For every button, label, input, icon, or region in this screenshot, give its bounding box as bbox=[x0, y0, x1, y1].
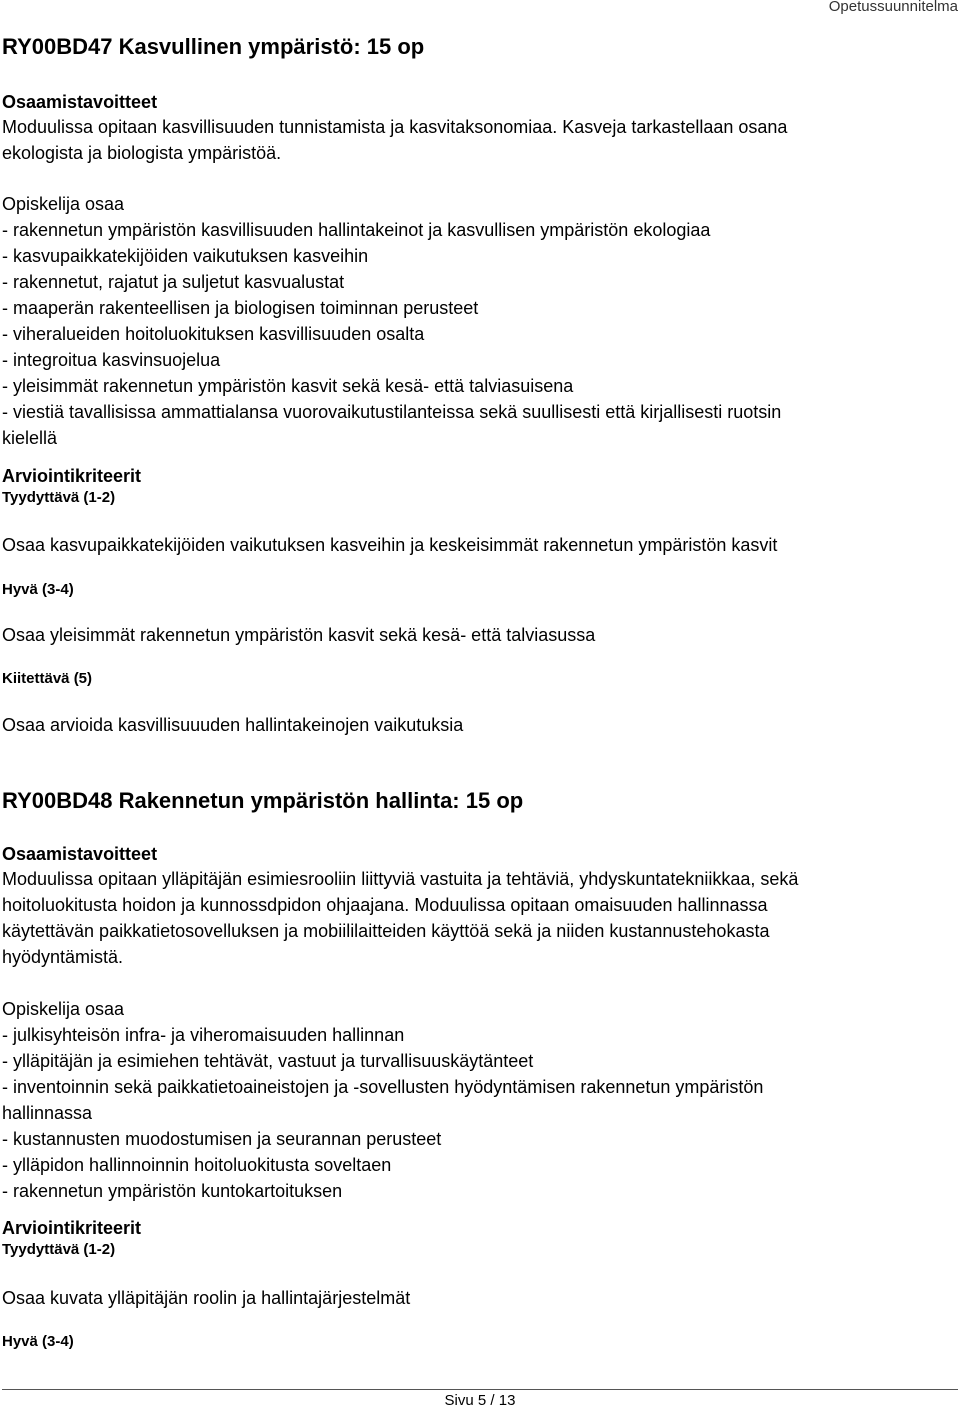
objectives-text-line: hoitoluokitusta hoidon ja kunnossdpidon ohjaajana. Moduulissa opitaan omaisuuden hallinnassa bbox=[2, 895, 768, 915]
outcome-item: - maaperän rakenteellisen ja biologisen toiminnan perusteet bbox=[2, 298, 479, 318]
grade-label: Tyydyttävä (1-2) bbox=[2, 489, 116, 506]
grade-text-block bbox=[2, 712, 954, 738]
objectives-text-line: käytettävän paikkatietosovelluksen ja mobiililaitteiden käyttöä sekä ja niiden kustannustehokasta bbox=[2, 921, 770, 941]
grade-text-block bbox=[2, 1285, 954, 1311]
grade-label: Kiitettävä (5) bbox=[2, 670, 93, 687]
objectives-section bbox=[2, 842, 954, 970]
learning-outcomes bbox=[2, 996, 954, 1204]
course-title bbox=[2, 788, 954, 814]
criteria-section bbox=[2, 464, 954, 508]
outcome-item: - viheralueiden hoitoluokituksen kasvillisuuden osalta bbox=[2, 324, 425, 344]
learning-outcomes bbox=[2, 191, 954, 451]
grade-text: Osaa kasvupaikkatekijöiden vaikutuksen kasveihin ja keskeisimmät rakennetun ympäristön kasvit bbox=[2, 535, 778, 555]
grade-label-block bbox=[2, 1332, 954, 1352]
grade-label-block bbox=[2, 580, 954, 600]
criteria-heading: Arviointikriteerit bbox=[2, 466, 142, 486]
grade-text: Osaa kuvata ylläpitäjän roolin ja hallintajärjestelmät bbox=[2, 1288, 411, 1308]
course-title bbox=[2, 34, 954, 60]
page-number: Sivu 5 / 13 bbox=[444, 1392, 516, 1409]
outcome-item: - ylläpitäjän ja esimiehen tehtävät, vastuut ja turvallisuuskäytänteet bbox=[2, 1051, 534, 1071]
objectives-text-line: Moduulissa opitaan ylläpitäjän esimiesrooliin liittyviä vastuita ja tehtäviä, yhdyskuntatekniikkaa, sekä bbox=[2, 869, 799, 889]
outcome-item: - yleisimmät rakennetun ympäristön kasvit sekä kesä- että talviasuisena bbox=[2, 376, 574, 396]
outcome-item: - rakennetun ympäristön kasvillisuuden hallintakeinot ja kasvullisen ympäristön ekologiaa bbox=[2, 220, 711, 240]
grade-text-block bbox=[2, 622, 954, 648]
outcome-item: hallinnassa bbox=[2, 1103, 93, 1123]
footer-divider bbox=[2, 1389, 958, 1390]
objectives-heading: Osaamistavoitteet bbox=[2, 92, 158, 112]
grade-label-block bbox=[2, 669, 954, 689]
grade-text: Osaa yleisimmät rakennetun ympäristön kasvit sekä kesä- että talviasussa bbox=[2, 625, 596, 645]
outcome-item: kielellä bbox=[2, 428, 58, 448]
course-title-text: RY00BD48 Rakennetun ympäristön hallinta: 15 op bbox=[2, 788, 524, 813]
outcome-item: - integroitua kasvinsuojelua bbox=[2, 350, 221, 370]
grade-label: Hyvä (3-4) bbox=[2, 1333, 74, 1350]
running-header: Opetussuunnitelma bbox=[828, 0, 958, 15]
objectives-section bbox=[2, 90, 954, 166]
student-heading: Opiskelija osaa bbox=[2, 194, 125, 214]
outcome-item: - ylläpidon hallinnoinnin hoitoluokitusta soveltaen bbox=[2, 1155, 392, 1175]
outcome-item: - rakennetun ympäristön kuntokartoituksen bbox=[2, 1181, 343, 1201]
outcome-item: - inventoinnin sekä paikkatietoaineistojen ja -sovellusten hyödyntämisen rakennetun ympäristön bbox=[2, 1077, 764, 1097]
course-title-text: RY00BD47 Kasvullinen ympäristö: 15 op bbox=[2, 34, 425, 59]
outcome-item: - kustannusten muodostumisen ja seurannan perusteet bbox=[2, 1129, 442, 1149]
outcome-item: - viestiä tavallisissa ammattialansa vuorovaikutustilanteissa sekä suullisesti että kirjallisesti ruotsin bbox=[2, 402, 782, 422]
objectives-text-line: hyödyntämistä. bbox=[2, 947, 124, 967]
grade-text: Osaa arvioida kasvillisuuuden hallintakeinojen vaikutuksia bbox=[2, 715, 464, 735]
criteria-section bbox=[2, 1216, 954, 1260]
objectives-heading: Osaamistavoitteet bbox=[2, 844, 158, 864]
student-heading: Opiskelija osaa bbox=[2, 999, 125, 1019]
outcome-item: - rakennetut, rajatut ja suljetut kasvualustat bbox=[2, 272, 345, 292]
objectives-text-line: Moduulissa opitaan kasvillisuuden tunnistamista ja kasvitaksonomiaa. Kasveja tarkastellaan osana bbox=[2, 117, 788, 137]
grade-label: Tyydyttävä (1-2) bbox=[2, 1241, 116, 1258]
outcome-item: - kasvupaikkatekijöiden vaikutuksen kasveihin bbox=[2, 246, 369, 266]
grade-label: Hyvä (3-4) bbox=[2, 581, 74, 598]
objectives-text-line: ekologista ja biologista ympäristöä. bbox=[2, 143, 282, 163]
grade-text-block bbox=[2, 532, 954, 558]
outcome-item: - julkisyhteisön infra- ja viheromaisuuden hallinnan bbox=[2, 1025, 405, 1045]
criteria-heading: Arviointikriteerit bbox=[2, 1218, 142, 1238]
